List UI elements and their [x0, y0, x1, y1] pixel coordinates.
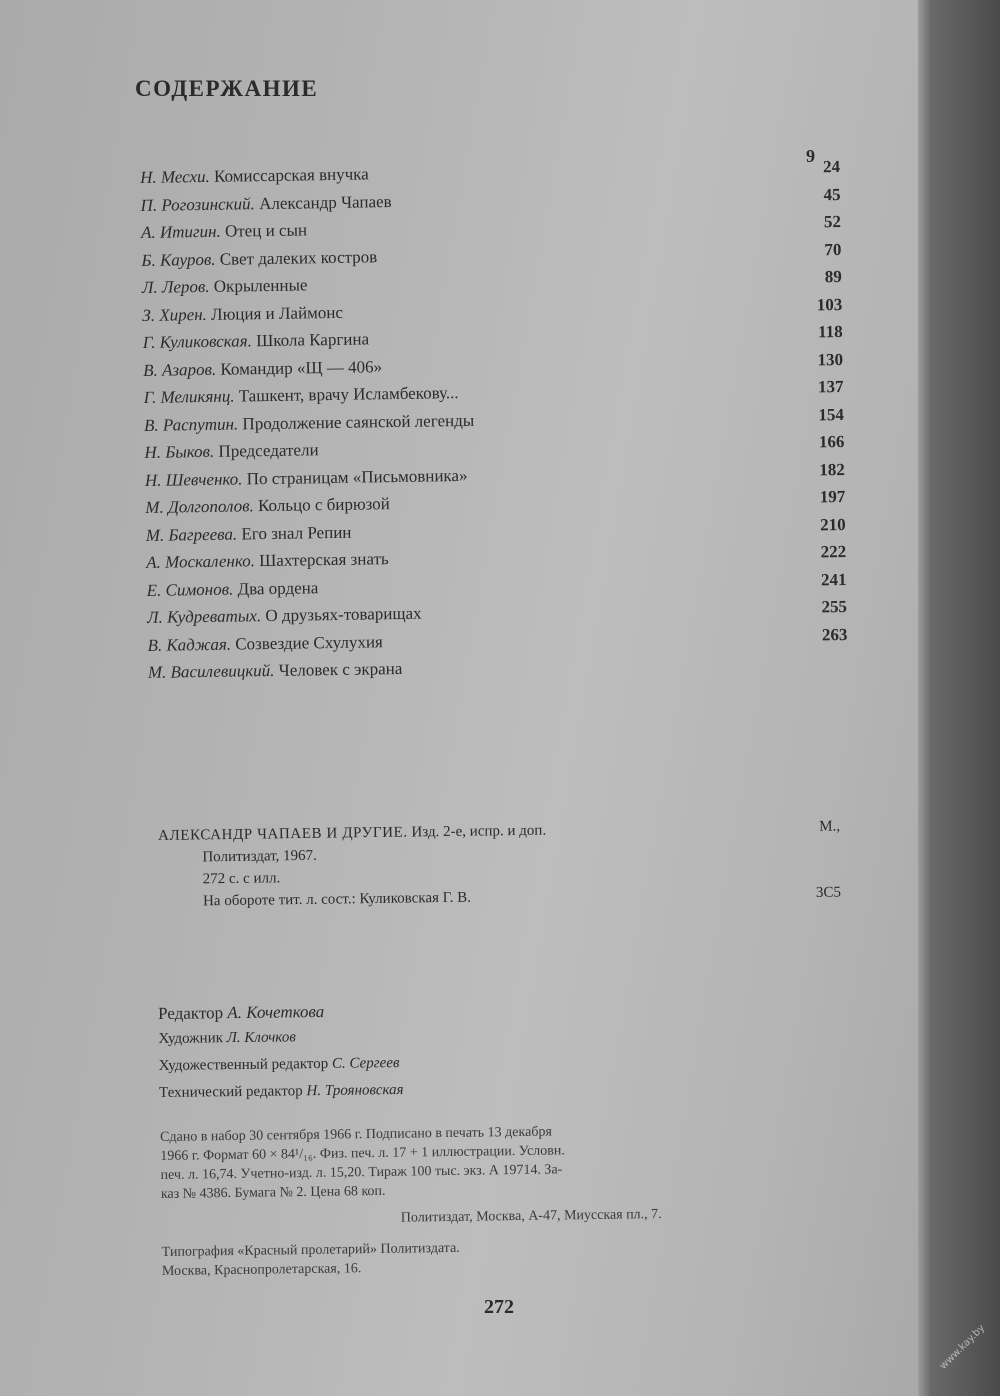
table-of-contents: [140, 157, 848, 690]
toc-page-number: 118: [817, 321, 843, 342]
bibliographic-record: [158, 818, 859, 916]
toc-title: О друзьях-товарищах: [265, 603, 422, 626]
toc-author: В. Распутин.: [143, 413, 239, 435]
book-background: [930, 0, 1000, 1396]
credits: [158, 995, 869, 1112]
toc-page-number: 263: [821, 624, 848, 644]
toc-page-number: 222: [820, 541, 847, 562]
toc-page-number: 197: [819, 486, 846, 507]
toc-title: Школа Каргина: [255, 329, 370, 351]
credit-role: Редактор: [158, 1003, 224, 1023]
toc-title: Свет далеких костров: [219, 246, 378, 269]
toc-page-number: 210: [820, 514, 846, 534]
toc-author: Л. Леров.: [141, 276, 210, 297]
toc-title: Человек с экрана: [278, 658, 403, 680]
toc-title: Шахтерская знать: [259, 549, 389, 571]
toc-title: Созвездие Схулухия: [235, 631, 383, 654]
toc-author: Е. Симонов.: [146, 579, 234, 600]
toc-author: В. Каджая.: [147, 634, 232, 655]
imprint-line: печ. л. 16,74. Учетно-изд. л. 15,20. Тираж 100 тыс. экз. А 19714. За-: [160, 1162, 563, 1183]
imprint-line: 1966 г. Формат 60 × 84¹/₁₆. Физ. печ. л. 17 + 1 иллюстрации. Условн.: [160, 1143, 565, 1164]
toc-author: М. Долгополов.: [145, 496, 254, 517]
toc-title: Два ордена: [237, 577, 319, 599]
credit-role: Художник: [158, 1030, 224, 1047]
toc-page-number: 89: [824, 266, 842, 287]
toc-page-number: 137: [817, 376, 844, 397]
toc-author: А. Итигин.: [140, 221, 221, 242]
imprint-line: Сдано в набор 30 сентября 1966 г. Подписано в печать 13 декабря: [160, 1124, 552, 1145]
toc-title: Ташкент, врачу Исламбекову...: [238, 383, 459, 406]
toc-title: Командир «Щ — 406»: [220, 356, 383, 379]
toc-page-number: 166: [818, 431, 845, 452]
credit-name: А. Кочеткова: [227, 1001, 325, 1023]
toc-page-number: 255: [821, 596, 848, 617]
toc-page-number: 52: [823, 211, 842, 232]
toc-title: Его знал Репин: [241, 522, 352, 543]
toc-author: Б. Кауров.: [141, 249, 216, 270]
toc-title: Александр Чапаев: [258, 191, 392, 213]
publisher-address: Политиздат, Москва, А-47, Миусская пл., 7.: [400, 1207, 662, 1226]
toc-page-number: 154: [818, 404, 845, 424]
toc-author: М. Василевицкий.: [147, 660, 275, 682]
biblio-pages: 272 с. с илл.: [202, 870, 281, 888]
toc-page-number: 45: [823, 184, 841, 204]
toc-title: Кольцо с бирюзой: [257, 494, 390, 516]
toc-title: Продолжение саянской легенды: [242, 410, 475, 433]
biblio-city: М.,: [819, 818, 841, 835]
toc-author: А. Москаленко.: [146, 551, 256, 572]
toc-author: Г. Куликовская.: [142, 331, 253, 352]
toc-page-number: 130: [817, 349, 844, 369]
credit-role: Художественный редактор: [158, 1055, 329, 1074]
toc-page-number: 70: [824, 239, 842, 259]
toc-author: П. Рогозинский.: [140, 193, 255, 215]
toc-page-number: 24: [822, 157, 841, 177]
watermark: www.kay.by: [938, 1322, 988, 1372]
biblio-code: 3С5: [815, 884, 842, 901]
credit-name: С. Сергеев: [331, 1055, 400, 1072]
toc-title: Комиссарская внучка: [213, 164, 369, 186]
imprint: [160, 1120, 862, 1283]
page-edge: [918, 0, 930, 1396]
page-number: 272: [484, 1296, 514, 1318]
toc-title: По страницам «Письмовника»: [246, 465, 468, 488]
printer-line: Москва, Краснопролетарская, 16.: [161, 1261, 362, 1279]
biblio-title: АЛЕКСАНДР ЧАПАЕВ И ДРУГИЕ.: [158, 824, 408, 844]
biblio-edition: Изд. 2-е, испр. и доп.: [411, 822, 547, 841]
toc-author: Г. Меликянц.: [143, 386, 235, 407]
biblio-compiler: На обороте тит. л. сост.: Куликовская Г. В.: [202, 889, 472, 910]
toc-title: Председатели: [218, 440, 319, 461]
toc-page-number: 241: [820, 569, 847, 589]
toc-author: Н. Шевченко.: [144, 468, 243, 490]
imprint-line: каз № 4386. Бумага № 2. Цена 68 коп.: [160, 1183, 386, 1202]
toc-author: М. Багреева.: [145, 524, 238, 545]
credit-name: Л. Клочков: [226, 1029, 296, 1047]
toc-author: Н. Месхи.: [140, 166, 210, 187]
toc-author: Л. Кудреватых.: [146, 606, 262, 627]
credit-role: Технический редактор: [158, 1083, 303, 1101]
toc-author: З. Хирен.: [142, 304, 207, 325]
toc-title: Окрыленные: [213, 275, 308, 296]
contents-heading: СОДЕРЖАНИЕ: [135, 76, 319, 101]
toc-page-number: 103: [816, 294, 843, 314]
toc-intro-page-number: 9: [806, 146, 815, 166]
biblio-publisher-year: Политиздат, 1967.: [202, 847, 317, 866]
toc-page-number: 182: [819, 459, 845, 479]
toc-title: Отец и сын: [224, 220, 308, 241]
toc-title: Люция и Лаймонс: [210, 302, 344, 324]
toc-author: В. Азаров.: [143, 359, 217, 380]
toc-author: Н. Быков.: [144, 441, 215, 462]
printer-line: Типография «Красный пролетарий» Политиздата.: [161, 1240, 460, 1260]
credit-name: Н. Трояновская: [306, 1082, 404, 1100]
